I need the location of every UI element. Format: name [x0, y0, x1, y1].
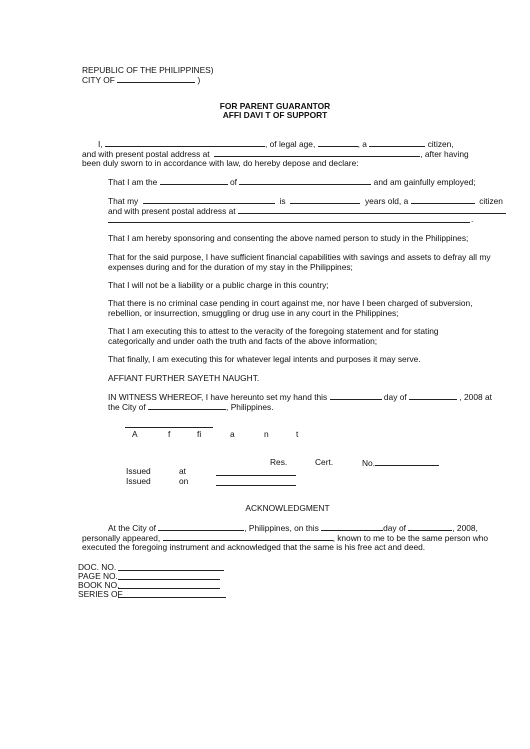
- ack-text-a: At the City of: [108, 523, 156, 533]
- para-7-line-2: categorically and under oath the truth and facts of the above information;: [108, 336, 378, 346]
- republic-line: REPUBLIC OF THE PHILIPPINES): [82, 65, 214, 75]
- para-8: That finally, I am executing this for whatever legal intents and purposes it may serve.: [108, 354, 421, 364]
- intro-line-3: been duly sworn to in accordance with law, do hereby depose and declare:: [82, 158, 359, 168]
- student-name-blank[interactable]: [239, 176, 371, 185]
- series-of-blank[interactable]: [118, 597, 226, 598]
- age-blank[interactable]: [318, 138, 358, 147]
- para-1: [108, 176, 476, 187]
- affiant-letter-1: A: [132, 429, 138, 439]
- ack-text-c: day of: [383, 523, 406, 533]
- affiant-letter-3: fi: [197, 429, 202, 439]
- student-citizenship-blank[interactable]: [411, 195, 475, 204]
- title-line-1: FOR PARENT GUARANTOR: [219, 101, 331, 111]
- month-blank[interactable]: [409, 391, 457, 400]
- issued-on-blank[interactable]: [216, 485, 296, 486]
- p2-text-a: That my: [108, 196, 139, 206]
- p10-text-d: the City of: [108, 402, 146, 412]
- no-label: [362, 457, 439, 468]
- intro-legal-age: , of legal age,: [264, 139, 316, 149]
- ack-city-blank[interactable]: [158, 522, 244, 531]
- series-of-label: SERIES OF: [78, 589, 123, 599]
- affiant-letter-6: t: [296, 429, 299, 439]
- p1-text-b: of: [230, 177, 237, 187]
- on-label: on: [179, 476, 189, 486]
- day-blank[interactable]: [330, 391, 382, 400]
- intro-a: , a: [357, 139, 367, 149]
- p10-text-a: IN WITNESS WHEREOF, I have hereunto set my hand this: [108, 392, 328, 402]
- affiant-letter-5: n: [264, 429, 269, 439]
- city-witness-blank[interactable]: [148, 401, 226, 410]
- para-4-line-2: expenses during and for the duration of my stay in the Philippines;: [108, 262, 353, 272]
- ack-text-b: , Philippines, on this: [244, 523, 319, 533]
- city-suffix: ): [197, 75, 201, 85]
- book-no-blank[interactable]: [118, 588, 220, 589]
- cert-label: Cert.: [315, 457, 334, 467]
- doc-no-blank[interactable]: [118, 570, 224, 571]
- p1-text-a: That I am the: [108, 177, 158, 187]
- p2-text-c: years old, a: [364, 196, 409, 206]
- title-line-2: AFFI DAVI T OF SUPPORT: [222, 110, 328, 120]
- para-2-line-2: [108, 205, 506, 216]
- affiant-signature-line[interactable]: [125, 427, 213, 428]
- issued-at-label: Issued: [126, 466, 151, 476]
- cert-number-blank[interactable]: [375, 457, 439, 466]
- affiant-letter-4: a: [230, 429, 235, 439]
- student-address-blank-2[interactable]: [108, 222, 470, 223]
- city-prefix: CITY OF: [82, 75, 115, 85]
- p10-text-e: , Philippines.: [226, 402, 274, 412]
- ack-text-f: , known to me to be the same person who: [332, 533, 489, 543]
- res-label: Res.: [270, 457, 288, 467]
- p2-text-b: is: [279, 196, 286, 206]
- page-no-label: PAGE NO.: [78, 571, 118, 581]
- ack-month-blank[interactable]: [408, 522, 452, 531]
- affiant-letter-2: f: [168, 429, 171, 439]
- student-blank[interactable]: [143, 195, 275, 204]
- ack-person-blank[interactable]: [163, 532, 333, 541]
- book-no-label: BOOK NO.: [78, 580, 120, 590]
- ack-heading: ACKNOWLEDGMENT: [245, 503, 330, 513]
- relationship-blank[interactable]: [160, 176, 228, 185]
- issued-on-label: Issued: [126, 476, 151, 486]
- ack-day-blank[interactable]: [321, 522, 383, 531]
- p2-text-e: and with present postal address at: [108, 206, 236, 216]
- name-blank[interactable]: [105, 138, 265, 147]
- para-4-line-1: That for the said purpose, I have sufficient financial capabilities with savings and assets to defray all my: [108, 252, 491, 262]
- citizenship-blank[interactable]: [369, 138, 425, 147]
- city-blank[interactable]: [117, 74, 195, 83]
- para-6-line-1: That there is no criminal case pending in court against me, nor have I been charged of subversion,: [108, 298, 473, 308]
- ack-text-e: personally appeared,: [82, 533, 161, 543]
- p10-text-b: day of: [383, 392, 407, 402]
- student-address-blank[interactable]: [238, 205, 506, 214]
- para-10-line-2: [108, 401, 274, 412]
- p2-end: .: [471, 214, 474, 224]
- para-3: That I am hereby sponsoring and consenting the above named person to study in the Philippines;: [108, 233, 469, 243]
- address-blank[interactable]: [214, 148, 420, 157]
- intro-citizen: citizen,: [427, 139, 454, 149]
- p2-text-d: citizen: [479, 196, 503, 206]
- at-label: at: [179, 466, 186, 476]
- para-5: That I will not be a liability or a public charge in this country;: [108, 280, 329, 290]
- intro-after-having: , after having: [420, 149, 469, 159]
- page-no-blank[interactable]: [118, 579, 220, 580]
- para-7-line-1: That I am executing this to attest to the veracity of the foregoing statement and for stating: [108, 326, 439, 336]
- para-9: AFFIANT FURTHER SAYETH NAUGHT.: [108, 373, 260, 383]
- intro-i: I,: [98, 139, 103, 149]
- city-line: [82, 74, 200, 85]
- p10-text-c: , 2008 at: [459, 392, 492, 402]
- issued-at-blank[interactable]: [216, 475, 296, 476]
- p1-text-c: and am gainfully employed;: [373, 177, 476, 187]
- ack-line-3: executed the foregoing instrument and acknowledged that the same is his free act and deed.: [82, 542, 426, 552]
- intro-address: and with present postal address at: [82, 149, 210, 159]
- doc-no-label: DOC. NO.: [78, 562, 117, 572]
- student-age-blank[interactable]: [290, 195, 360, 204]
- no-text: No.: [362, 458, 376, 468]
- para-6-line-2: rebellion, or insurrection, smuggling or drug use in any court in the Philippines;: [108, 308, 399, 318]
- ack-text-d: , 2008,: [452, 523, 478, 533]
